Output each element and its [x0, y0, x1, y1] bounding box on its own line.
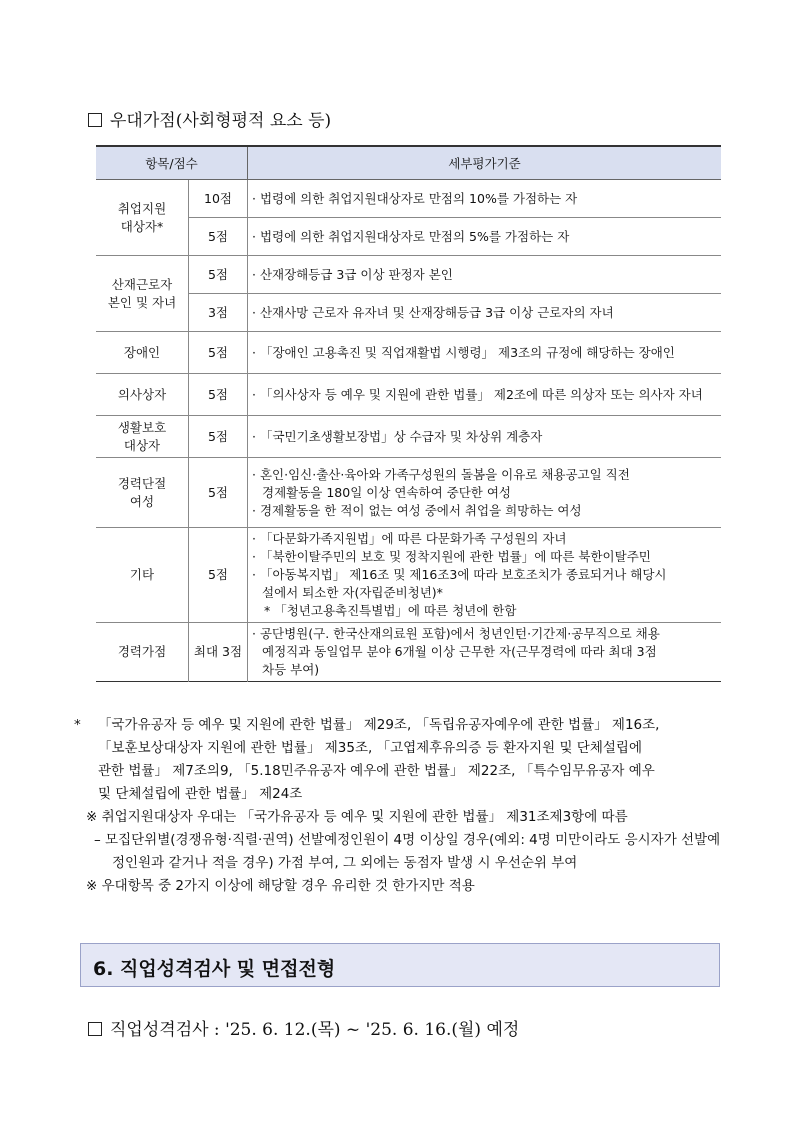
category-cell: 생활보호 대상자 [96, 416, 189, 458]
criteria-cell [248, 294, 722, 332]
criteria-cell [248, 374, 722, 416]
criteria-cell [248, 218, 722, 256]
criterion-line: · 법령에 의한 취업지원대상자로 만점의 10%를 가점하는 자 [252, 190, 578, 206]
table-row [96, 332, 721, 374]
table-header-row [96, 146, 721, 180]
points-cell: 10점 [189, 180, 248, 218]
preference-section-heading [88, 106, 331, 131]
table-row [96, 528, 721, 623]
checkbox-square-icon [88, 113, 102, 127]
criterion-line: 예정직과 동일업무 분야 6개월 이상 근무한 자(근무경력에 따라 최대 3점 [262, 644, 657, 659]
notes-block [74, 714, 728, 898]
note-single-benefit: ※ 우대항목 중 2가지 이상에 해당할 경우 유리한 것 한가지만 적용 [86, 878, 475, 894]
section-6-header [80, 943, 720, 987]
preference-points-table [96, 145, 721, 682]
criterion-line: * 「청년고용촉진특별법」에 따른 청년에 한함 [264, 603, 517, 618]
table-row [96, 623, 721, 682]
criterion-line: 설에서 퇴소한 자(자립준비청년)* [262, 585, 443, 600]
points-cell: 5점 [189, 332, 248, 374]
points-cell: 5점 [189, 416, 248, 458]
table-row [96, 458, 721, 528]
criteria-cell [248, 256, 722, 294]
note-selection-rule: – 모집단위별(경쟁유형·직렬·권역) 선발예정인원이 4명 이상일 경우(예외: 4명 미만이라도 응시자가 선발예정인원과 같거나 적을 경우) 가점 부여, 그 외에는 동점자 발생 시 우선순위 부여 [94, 832, 721, 871]
table-row [96, 416, 721, 458]
table-row [96, 294, 721, 332]
points-cell: 최대 3점 [189, 623, 248, 682]
category-cell: 경력단절 여성 [96, 458, 189, 528]
table-row [96, 218, 721, 256]
category-cell: 기타 [96, 528, 189, 623]
section-6-title: 6. 직업성격검사 및 면접전형 [93, 958, 336, 980]
criterion-line: 경제활동을 180일 이상 연속하여 중단한 여성 [262, 484, 512, 500]
criterion-line: · 「북한이탈주민의 보호 및 정착지원에 관한 법률」에 따른 북한이탈주민 [252, 549, 651, 564]
checkbox-square-icon [88, 1022, 102, 1036]
schedule-text: 직업성격검사 : '25. 6. 12.(목) ~ '25. 6. 16.(월) 예정 [110, 1020, 520, 1040]
points-cell: 5점 [189, 458, 248, 528]
criterion-line: · 「국민기초생활보장법」상 수급자 및 차상위 계층자 [252, 428, 543, 444]
category-cell: 장애인 [96, 332, 189, 374]
personality-test-schedule [88, 1015, 519, 1040]
points-cell: 5점 [189, 374, 248, 416]
category-cell: 경력가점 [96, 623, 189, 682]
criteria-cell [248, 528, 722, 623]
points-cell: 5점 [189, 256, 248, 294]
table-row [96, 180, 721, 218]
criteria-cell [248, 180, 722, 218]
table-row [96, 374, 721, 416]
criteria-cell [248, 623, 722, 682]
criteria-cell [248, 332, 722, 374]
criterion-line: 차등 부여) [262, 662, 320, 677]
criteria-cell [248, 458, 722, 528]
section-heading-text: 우대가점(사회형평적 요소 등) [110, 111, 332, 131]
table-row [96, 256, 721, 294]
criterion-line: · 산재사망 근로자 유자녀 및 산재장해등급 3급 이상 근로자의 자녀 [252, 304, 614, 320]
category-cell: 취업지원 대상자* [96, 180, 189, 256]
criterion-line: · 「다문화가족지원법」에 따른 다문화가족 구성원의 자녀 [252, 531, 567, 546]
criterion-line: · 산재장해등급 3급 이상 판정자 본인 [252, 266, 453, 282]
points-cell: 3점 [189, 294, 248, 332]
criterion-line: · 경제활동을 한 적이 없는 여성 중에서 취업을 희망하는 여성 [252, 502, 582, 518]
criterion-line: · 「의사상자 등 예우 및 지원에 관한 법률」 제2조에 따른 의상자 또는 의사자 자녀 [252, 386, 703, 402]
note-employment-support: ※ 취업지원대상자 우대는 「국가유공자 등 예우 및 지원에 관한 법률」 제31조제3항에 따름 [86, 809, 628, 825]
note-veterans-laws: * 「국가유공자 등 예우 및 지원에 관한 법률」 제29조, 「독립유공자예우에 관한 법률」 제16조, 「보훈보상대상자 지원에 관한 법률」 제35조, 「고엽제후유의증 등 환자지원 및 단체설립에 관한 법률」 제7조의9, 「5.18민주유공자 예우에 관한 법률」 제22조, 「특수임무유공자 예우 및 단체설립에 관한 법률」 제24조 [74, 717, 660, 802]
criterion-line: · 「장애인 고용촉진 및 직업재활법 시행령」 제3조의 규정에 해당하는 장애인 [252, 344, 675, 360]
points-cell: 5점 [189, 218, 248, 256]
criterion-line: · 공단병원(구. 한국산재의료원 포함)에서 청년인턴·기간제·공무직으로 채용 [252, 626, 660, 641]
category-cell: 의사상자 [96, 374, 189, 416]
criteria-cell [248, 416, 722, 458]
points-cell: 5점 [189, 528, 248, 623]
criterion-line: · 혼인·임신·출산·육아와 가족구성원의 돌봄을 이유로 채용공고일 직전 [252, 466, 630, 482]
criterion-line: · 법령에 의한 취업지원대상자로 만점의 5%를 가점하는 자 [252, 228, 570, 244]
category-cell: 산재근로자 본인 및 자녀 [96, 256, 189, 332]
header-item-points: 항목/점수 [96, 146, 248, 180]
header-detail-criteria: 세부평가기준 [248, 146, 722, 180]
criterion-line: · 「아동복지법」 제16조 및 제16조3에 따라 보호조치가 종료되거나 해당시 [252, 567, 667, 582]
